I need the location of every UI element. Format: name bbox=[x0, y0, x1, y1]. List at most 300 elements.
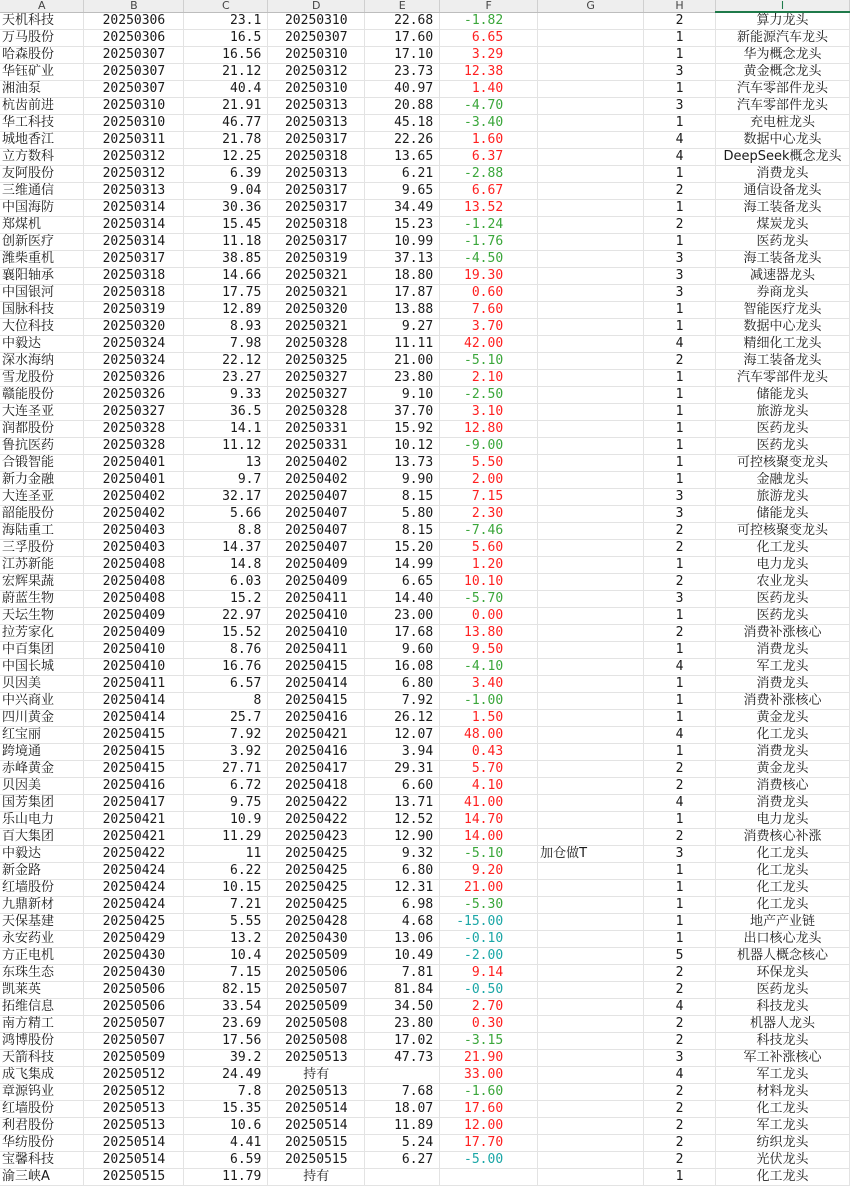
sector-tag-cell[interactable]: 纺织龙头 bbox=[715, 1135, 849, 1152]
column-header-d[interactable]: D bbox=[268, 0, 365, 12]
sell-date-cell[interactable]: 20250317 bbox=[268, 132, 365, 149]
count-cell[interactable]: 2 bbox=[644, 1084, 716, 1101]
sell-date-cell[interactable]: 20250310 bbox=[268, 81, 365, 98]
buy-date-cell[interactable]: 20250401 bbox=[84, 472, 184, 489]
note-cell[interactable] bbox=[538, 897, 644, 914]
sector-tag-cell[interactable]: 化工龙头 bbox=[715, 540, 849, 557]
note-cell[interactable] bbox=[538, 98, 644, 115]
note-cell[interactable] bbox=[538, 404, 644, 421]
sector-tag-cell[interactable]: 汽车零部件龙头 bbox=[715, 81, 849, 98]
sell-price-cell[interactable]: 6.60 bbox=[365, 778, 440, 795]
sector-tag-cell[interactable]: 可控核聚变龙头 bbox=[715, 523, 849, 540]
sell-price-cell[interactable]: 5.24 bbox=[365, 1135, 440, 1152]
return-pct-cell[interactable]: -2.00 bbox=[440, 948, 538, 965]
sector-tag-cell[interactable]: 电力龙头 bbox=[715, 812, 849, 829]
sell-date-cell[interactable]: 20250307 bbox=[268, 30, 365, 47]
return-pct-cell[interactable]: -5.70 bbox=[440, 591, 538, 608]
note-cell[interactable] bbox=[538, 710, 644, 727]
stock-name-cell[interactable]: 拓维信息 bbox=[0, 999, 84, 1016]
buy-price-cell[interactable]: 3.92 bbox=[184, 744, 268, 761]
return-pct-cell[interactable]: -7.46 bbox=[440, 523, 538, 540]
note-cell[interactable] bbox=[538, 1118, 644, 1135]
buy-date-cell[interactable]: 20250307 bbox=[84, 64, 184, 81]
return-pct-cell[interactable]: -3.15 bbox=[440, 1033, 538, 1050]
count-cell[interactable]: 3 bbox=[644, 506, 716, 523]
buy-price-cell[interactable]: 22.97 bbox=[184, 608, 268, 625]
count-cell[interactable]: 4 bbox=[644, 149, 716, 166]
sell-date-cell[interactable]: 20250430 bbox=[268, 931, 365, 948]
sector-tag-cell[interactable]: 化工龙头 bbox=[715, 897, 849, 914]
buy-date-cell[interactable]: 20250312 bbox=[84, 166, 184, 183]
return-pct-cell[interactable]: 0.43 bbox=[440, 744, 538, 761]
sell-date-cell[interactable]: 20250331 bbox=[268, 438, 365, 455]
column-header-e[interactable]: E bbox=[365, 0, 440, 12]
column-header-b[interactable]: B bbox=[84, 0, 184, 12]
stock-name-cell[interactable]: 成飞集成 bbox=[0, 1067, 84, 1084]
note-cell[interactable] bbox=[538, 81, 644, 98]
sell-date-cell[interactable]: 20250515 bbox=[268, 1135, 365, 1152]
sell-price-cell[interactable]: 17.60 bbox=[365, 30, 440, 47]
sell-price-cell[interactable]: 5.80 bbox=[365, 506, 440, 523]
stock-name-cell[interactable]: 四川黄金 bbox=[0, 710, 84, 727]
stock-name-cell[interactable]: 赣能股份 bbox=[0, 387, 84, 404]
stock-name-cell[interactable]: 宝馨科技 bbox=[0, 1152, 84, 1169]
count-cell[interactable]: 1 bbox=[644, 931, 716, 948]
sell-date-cell[interactable]: 20250318 bbox=[268, 149, 365, 166]
buy-price-cell[interactable]: 6.39 bbox=[184, 166, 268, 183]
buy-date-cell[interactable]: 20250328 bbox=[84, 421, 184, 438]
count-cell[interactable]: 2 bbox=[644, 1118, 716, 1135]
count-cell[interactable]: 4 bbox=[644, 336, 716, 353]
note-cell[interactable] bbox=[538, 625, 644, 642]
sell-price-cell[interactable]: 23.80 bbox=[365, 370, 440, 387]
stock-name-cell[interactable]: 中国长城 bbox=[0, 659, 84, 676]
sector-tag-cell[interactable]: 消费龙头 bbox=[715, 676, 849, 693]
return-pct-cell[interactable]: 12.38 bbox=[440, 64, 538, 81]
sell-date-cell[interactable]: 20250321 bbox=[268, 319, 365, 336]
buy-price-cell[interactable]: 10.9 bbox=[184, 812, 268, 829]
count-cell[interactable]: 2 bbox=[644, 625, 716, 642]
count-cell[interactable]: 2 bbox=[644, 1016, 716, 1033]
stock-name-cell[interactable]: 国脉科技 bbox=[0, 302, 84, 319]
count-cell[interactable]: 3 bbox=[644, 268, 716, 285]
count-cell[interactable]: 3 bbox=[644, 285, 716, 302]
buy-date-cell[interactable]: 20250415 bbox=[84, 761, 184, 778]
buy-price-cell[interactable]: 27.71 bbox=[184, 761, 268, 778]
buy-date-cell[interactable]: 20250402 bbox=[84, 489, 184, 506]
sector-tag-cell[interactable]: 医药龙头 bbox=[715, 421, 849, 438]
note-cell[interactable] bbox=[538, 965, 644, 982]
buy-date-cell[interactable]: 20250408 bbox=[84, 574, 184, 591]
sell-date-cell[interactable]: 20250417 bbox=[268, 761, 365, 778]
buy-price-cell[interactable]: 17.75 bbox=[184, 285, 268, 302]
note-cell[interactable] bbox=[538, 183, 644, 200]
buy-price-cell[interactable]: 15.45 bbox=[184, 217, 268, 234]
stock-name-cell[interactable]: 天保基建 bbox=[0, 914, 84, 931]
count-cell[interactable]: 1 bbox=[644, 744, 716, 761]
return-pct-cell[interactable]: -5.30 bbox=[440, 897, 538, 914]
column-header-h[interactable]: H bbox=[644, 0, 716, 12]
sell-date-cell[interactable]: 20250327 bbox=[268, 387, 365, 404]
stock-name-cell[interactable]: 永安药业 bbox=[0, 931, 84, 948]
count-cell[interactable]: 1 bbox=[644, 421, 716, 438]
count-cell[interactable]: 1 bbox=[644, 404, 716, 421]
sell-price-cell[interactable]: 9.32 bbox=[365, 846, 440, 863]
count-cell[interactable]: 2 bbox=[644, 761, 716, 778]
buy-price-cell[interactable]: 16.56 bbox=[184, 47, 268, 64]
sector-tag-cell[interactable]: 旅游龙头 bbox=[715, 404, 849, 421]
return-pct-cell[interactable]: -0.50 bbox=[440, 982, 538, 999]
sector-tag-cell[interactable]: 电力龙头 bbox=[715, 557, 849, 574]
note-cell[interactable] bbox=[538, 863, 644, 880]
note-cell[interactable] bbox=[538, 795, 644, 812]
sector-tag-cell[interactable]: 机器人龙头 bbox=[715, 1016, 849, 1033]
note-cell[interactable] bbox=[538, 268, 644, 285]
note-cell[interactable] bbox=[538, 1067, 644, 1084]
return-pct-cell[interactable]: 3.70 bbox=[440, 319, 538, 336]
sell-date-cell[interactable]: 20250407 bbox=[268, 523, 365, 540]
stock-name-cell[interactable]: 百大集团 bbox=[0, 829, 84, 846]
buy-date-cell[interactable]: 20250424 bbox=[84, 863, 184, 880]
note-cell[interactable] bbox=[538, 829, 644, 846]
count-cell[interactable]: 3 bbox=[644, 591, 716, 608]
return-pct-cell[interactable]: 41.00 bbox=[440, 795, 538, 812]
buy-date-cell[interactable]: 20250310 bbox=[84, 115, 184, 132]
stock-name-cell[interactable]: 红墙股份 bbox=[0, 880, 84, 897]
buy-price-cell[interactable]: 8.8 bbox=[184, 523, 268, 540]
return-pct-cell[interactable]: -5.00 bbox=[440, 1152, 538, 1169]
sell-date-cell[interactable]: 20250507 bbox=[268, 982, 365, 999]
note-cell[interactable] bbox=[538, 744, 644, 761]
buy-price-cell[interactable]: 12.89 bbox=[184, 302, 268, 319]
sector-tag-cell[interactable]: 通信设备龙头 bbox=[715, 183, 849, 200]
count-cell[interactable]: 5 bbox=[644, 948, 716, 965]
sell-price-cell[interactable]: 37.70 bbox=[365, 404, 440, 421]
buy-price-cell[interactable]: 7.92 bbox=[184, 727, 268, 744]
count-cell[interactable]: 1 bbox=[644, 880, 716, 897]
return-pct-cell[interactable]: 4.10 bbox=[440, 778, 538, 795]
stock-name-cell[interactable]: 红宝丽 bbox=[0, 727, 84, 744]
buy-price-cell[interactable]: 23.1 bbox=[184, 12, 268, 30]
sell-date-cell[interactable]: 20250319 bbox=[268, 251, 365, 268]
sector-tag-cell[interactable]: 海工装备龙头 bbox=[715, 200, 849, 217]
note-cell[interactable] bbox=[538, 1084, 644, 1101]
buy-price-cell[interactable]: 16.5 bbox=[184, 30, 268, 47]
return-pct-cell[interactable]: 17.70 bbox=[440, 1135, 538, 1152]
sell-date-cell[interactable]: 20250402 bbox=[268, 455, 365, 472]
sector-tag-cell[interactable]: 化工龙头 bbox=[715, 846, 849, 863]
sell-price-cell[interactable]: 37.13 bbox=[365, 251, 440, 268]
buy-price-cell[interactable]: 22.12 bbox=[184, 353, 268, 370]
count-cell[interactable]: 1 bbox=[644, 557, 716, 574]
count-cell[interactable]: 1 bbox=[644, 642, 716, 659]
buy-date-cell[interactable]: 20250310 bbox=[84, 98, 184, 115]
sector-tag-cell[interactable]: 汽车零部件龙头 bbox=[715, 98, 849, 115]
stock-name-cell[interactable]: 蔚蓝生物 bbox=[0, 591, 84, 608]
count-cell[interactable]: 2 bbox=[644, 217, 716, 234]
stock-name-cell[interactable]: 中毅达 bbox=[0, 336, 84, 353]
return-pct-cell[interactable]: 3.40 bbox=[440, 676, 538, 693]
sell-price-cell[interactable]: 47.73 bbox=[365, 1050, 440, 1067]
buy-price-cell[interactable]: 15.35 bbox=[184, 1101, 268, 1118]
sell-date-cell[interactable]: 20250509 bbox=[268, 948, 365, 965]
sell-price-cell[interactable]: 34.49 bbox=[365, 200, 440, 217]
sector-tag-cell[interactable]: 黄金龙头 bbox=[715, 710, 849, 727]
buy-date-cell[interactable]: 20250317 bbox=[84, 251, 184, 268]
count-cell[interactable]: 1 bbox=[644, 710, 716, 727]
sell-price-cell[interactable]: 6.65 bbox=[365, 574, 440, 591]
sector-tag-cell[interactable]: 可控核聚变龙头 bbox=[715, 455, 849, 472]
sell-price-cell[interactable]: 23.00 bbox=[365, 608, 440, 625]
sell-date-cell[interactable]: 20250508 bbox=[268, 1033, 365, 1050]
note-cell[interactable] bbox=[538, 30, 644, 47]
count-cell[interactable]: 1 bbox=[644, 438, 716, 455]
note-cell[interactable] bbox=[538, 557, 644, 574]
stock-name-cell[interactable]: 雪龙股份 bbox=[0, 370, 84, 387]
stock-name-cell[interactable]: 华钰矿业 bbox=[0, 64, 84, 81]
buy-price-cell[interactable]: 9.33 bbox=[184, 387, 268, 404]
note-cell[interactable] bbox=[538, 336, 644, 353]
note-cell[interactable] bbox=[538, 319, 644, 336]
sector-tag-cell[interactable]: 消费核心补涨 bbox=[715, 829, 849, 846]
sell-date-cell[interactable]: 20250425 bbox=[268, 863, 365, 880]
buy-date-cell[interactable]: 20250410 bbox=[84, 659, 184, 676]
note-cell[interactable] bbox=[538, 166, 644, 183]
buy-price-cell[interactable]: 14.1 bbox=[184, 421, 268, 438]
sector-tag-cell[interactable]: 消费核心 bbox=[715, 778, 849, 795]
buy-price-cell[interactable]: 11 bbox=[184, 846, 268, 863]
buy-price-cell[interactable]: 6.22 bbox=[184, 863, 268, 880]
return-pct-cell[interactable]: -1.00 bbox=[440, 693, 538, 710]
sector-tag-cell[interactable]: 材料龙头 bbox=[715, 1084, 849, 1101]
note-cell[interactable] bbox=[538, 421, 644, 438]
sell-date-cell[interactable]: 20250407 bbox=[268, 540, 365, 557]
sell-price-cell[interactable]: 15.92 bbox=[365, 421, 440, 438]
sell-price-cell[interactable]: 4.68 bbox=[365, 914, 440, 931]
buy-price-cell[interactable]: 24.49 bbox=[184, 1067, 268, 1084]
stock-name-cell[interactable]: 江苏新能 bbox=[0, 557, 84, 574]
buy-date-cell[interactable]: 20250415 bbox=[84, 727, 184, 744]
sector-tag-cell[interactable]: 化工龙头 bbox=[715, 1101, 849, 1118]
return-pct-cell[interactable]: -2.50 bbox=[440, 387, 538, 404]
stock-name-cell[interactable]: 三孚股份 bbox=[0, 540, 84, 557]
note-cell[interactable] bbox=[538, 438, 644, 455]
sell-date-cell[interactable]: 20250313 bbox=[268, 166, 365, 183]
sell-date-cell[interactable]: 20250508 bbox=[268, 1016, 365, 1033]
buy-date-cell[interactable]: 20250417 bbox=[84, 795, 184, 812]
stock-name-cell[interactable]: 新力金融 bbox=[0, 472, 84, 489]
buy-price-cell[interactable]: 8 bbox=[184, 693, 268, 710]
sell-price-cell[interactable]: 9.27 bbox=[365, 319, 440, 336]
return-pct-cell[interactable]: 0.60 bbox=[440, 285, 538, 302]
buy-price-cell[interactable]: 9.04 bbox=[184, 183, 268, 200]
return-pct-cell[interactable]: -9.00 bbox=[440, 438, 538, 455]
buy-price-cell[interactable]: 7.15 bbox=[184, 965, 268, 982]
count-cell[interactable]: 1 bbox=[644, 676, 716, 693]
sell-price-cell[interactable]: 15.23 bbox=[365, 217, 440, 234]
sell-date-cell[interactable]: 20250317 bbox=[268, 234, 365, 251]
stock-name-cell[interactable]: 大连圣亚 bbox=[0, 404, 84, 421]
sell-price-cell[interactable]: 11.89 bbox=[365, 1118, 440, 1135]
sell-price-cell[interactable]: 9.60 bbox=[365, 642, 440, 659]
stock-name-cell[interactable]: 合锻智能 bbox=[0, 455, 84, 472]
sector-tag-cell[interactable]: 出口核心龙头 bbox=[715, 931, 849, 948]
sector-tag-cell[interactable]: 海工装备龙头 bbox=[715, 353, 849, 370]
sector-tag-cell[interactable]: 军工龙头 bbox=[715, 1118, 849, 1135]
note-cell[interactable] bbox=[538, 132, 644, 149]
sell-price-cell[interactable]: 3.94 bbox=[365, 744, 440, 761]
count-cell[interactable]: 4 bbox=[644, 727, 716, 744]
sell-price-cell[interactable]: 40.97 bbox=[365, 81, 440, 98]
buy-price-cell[interactable]: 32.17 bbox=[184, 489, 268, 506]
sell-date-cell[interactable]: 20250317 bbox=[268, 200, 365, 217]
buy-price-cell[interactable]: 10.6 bbox=[184, 1118, 268, 1135]
sell-date-cell[interactable]: 20250313 bbox=[268, 115, 365, 132]
return-pct-cell[interactable]: 5.50 bbox=[440, 455, 538, 472]
note-cell[interactable] bbox=[538, 115, 644, 132]
return-pct-cell[interactable]: -1.24 bbox=[440, 217, 538, 234]
buy-price-cell[interactable]: 5.55 bbox=[184, 914, 268, 931]
stock-name-cell[interactable]: 立方数科 bbox=[0, 149, 84, 166]
buy-date-cell[interactable]: 20250506 bbox=[84, 999, 184, 1016]
buy-date-cell[interactable]: 20250324 bbox=[84, 353, 184, 370]
sell-date-cell[interactable]: 20250416 bbox=[268, 744, 365, 761]
count-cell[interactable]: 1 bbox=[644, 81, 716, 98]
sell-price-cell[interactable]: 13.65 bbox=[365, 149, 440, 166]
sector-tag-cell[interactable]: 储能龙头 bbox=[715, 506, 849, 523]
sell-price-cell[interactable]: 14.99 bbox=[365, 557, 440, 574]
sector-tag-cell[interactable]: 农业龙头 bbox=[715, 574, 849, 591]
count-cell[interactable]: 1 bbox=[644, 897, 716, 914]
return-pct-cell[interactable]: 9.14 bbox=[440, 965, 538, 982]
buy-date-cell[interactable]: 20250410 bbox=[84, 642, 184, 659]
stock-name-cell[interactable]: 润都股份 bbox=[0, 421, 84, 438]
sell-date-cell[interactable]: 20250409 bbox=[268, 557, 365, 574]
sell-price-cell[interactable]: 18.80 bbox=[365, 268, 440, 285]
sector-tag-cell[interactable]: 金融龙头 bbox=[715, 472, 849, 489]
sell-date-cell[interactable]: 20250328 bbox=[268, 404, 365, 421]
buy-price-cell[interactable]: 6.03 bbox=[184, 574, 268, 591]
note-cell[interactable] bbox=[538, 472, 644, 489]
column-header-c[interactable]: C bbox=[184, 0, 268, 12]
buy-date-cell[interactable]: 20250326 bbox=[84, 387, 184, 404]
return-pct-cell[interactable]: 48.00 bbox=[440, 727, 538, 744]
buy-date-cell[interactable]: 20250515 bbox=[84, 1169, 184, 1186]
sell-date-cell[interactable]: 20250407 bbox=[268, 506, 365, 523]
sell-price-cell[interactable]: 7.68 bbox=[365, 1084, 440, 1101]
buy-price-cell[interactable]: 13 bbox=[184, 455, 268, 472]
count-cell[interactable]: 3 bbox=[644, 98, 716, 115]
count-cell[interactable]: 3 bbox=[644, 251, 716, 268]
note-cell[interactable] bbox=[538, 217, 644, 234]
sector-tag-cell[interactable]: 地产产业链 bbox=[715, 914, 849, 931]
sell-date-cell[interactable]: 20250513 bbox=[268, 1050, 365, 1067]
return-pct-cell[interactable]: 2.30 bbox=[440, 506, 538, 523]
sell-date-cell[interactable]: 20250414 bbox=[268, 676, 365, 693]
buy-price-cell[interactable]: 7.21 bbox=[184, 897, 268, 914]
return-pct-cell[interactable]: -4.10 bbox=[440, 659, 538, 676]
sell-price-cell[interactable]: 7.92 bbox=[365, 693, 440, 710]
buy-date-cell[interactable]: 20250314 bbox=[84, 217, 184, 234]
buy-date-cell[interactable]: 20250409 bbox=[84, 625, 184, 642]
buy-date-cell[interactable]: 20250416 bbox=[84, 778, 184, 795]
return-pct-cell[interactable]: -3.40 bbox=[440, 115, 538, 132]
buy-date-cell[interactable]: 20250403 bbox=[84, 540, 184, 557]
count-cell[interactable]: 1 bbox=[644, 914, 716, 931]
buy-price-cell[interactable]: 33.54 bbox=[184, 999, 268, 1016]
buy-price-cell[interactable]: 39.2 bbox=[184, 1050, 268, 1067]
note-cell[interactable] bbox=[538, 659, 644, 676]
return-pct-cell[interactable]: 13.80 bbox=[440, 625, 538, 642]
return-pct-cell[interactable]: 19.30 bbox=[440, 268, 538, 285]
stock-name-cell[interactable]: 赤峰黄金 bbox=[0, 761, 84, 778]
note-cell[interactable] bbox=[538, 302, 644, 319]
stock-name-cell[interactable]: 章源钨业 bbox=[0, 1084, 84, 1101]
stock-name-cell[interactable]: 天坛生物 bbox=[0, 608, 84, 625]
note-cell[interactable] bbox=[538, 489, 644, 506]
buy-price-cell[interactable]: 16.76 bbox=[184, 659, 268, 676]
sell-price-cell[interactable] bbox=[365, 1169, 440, 1186]
buy-price-cell[interactable]: 25.7 bbox=[184, 710, 268, 727]
buy-price-cell[interactable]: 11.12 bbox=[184, 438, 268, 455]
return-pct-cell[interactable]: 12.80 bbox=[440, 421, 538, 438]
buy-price-cell[interactable]: 14.66 bbox=[184, 268, 268, 285]
note-cell[interactable] bbox=[538, 608, 644, 625]
sector-tag-cell[interactable]: 精细化工龙头 bbox=[715, 336, 849, 353]
buy-price-cell[interactable]: 10.15 bbox=[184, 880, 268, 897]
buy-date-cell[interactable]: 20250328 bbox=[84, 438, 184, 455]
buy-price-cell[interactable]: 13.2 bbox=[184, 931, 268, 948]
sell-price-cell[interactable]: 29.31 bbox=[365, 761, 440, 778]
buy-price-cell[interactable]: 11.29 bbox=[184, 829, 268, 846]
sell-date-cell[interactable]: 20250425 bbox=[268, 880, 365, 897]
stock-name-cell[interactable]: 中兴商业 bbox=[0, 693, 84, 710]
count-cell[interactable]: 1 bbox=[644, 234, 716, 251]
note-cell[interactable] bbox=[538, 880, 644, 897]
sell-price-cell[interactable]: 23.73 bbox=[365, 64, 440, 81]
note-cell[interactable] bbox=[538, 370, 644, 387]
buy-price-cell[interactable]: 7.98 bbox=[184, 336, 268, 353]
sector-tag-cell[interactable]: 化工龙头 bbox=[715, 863, 849, 880]
count-cell[interactable]: 2 bbox=[644, 574, 716, 591]
note-cell[interactable] bbox=[538, 12, 644, 30]
return-pct-cell[interactable]: 7.15 bbox=[440, 489, 538, 506]
buy-price-cell[interactable]: 38.85 bbox=[184, 251, 268, 268]
sell-date-cell[interactable]: 20250425 bbox=[268, 897, 365, 914]
sell-price-cell[interactable]: 18.07 bbox=[365, 1101, 440, 1118]
sell-date-cell[interactable]: 20250321 bbox=[268, 268, 365, 285]
count-cell[interactable]: 2 bbox=[644, 1033, 716, 1050]
sell-price-cell[interactable]: 22.26 bbox=[365, 132, 440, 149]
stock-name-cell[interactable]: 大连圣亚 bbox=[0, 489, 84, 506]
sector-tag-cell[interactable]: 消费补涨核心 bbox=[715, 625, 849, 642]
stock-name-cell[interactable]: 红墙股份 bbox=[0, 1101, 84, 1118]
stock-name-cell[interactable]: 郑煤机 bbox=[0, 217, 84, 234]
count-cell[interactable]: 4 bbox=[644, 999, 716, 1016]
sell-price-cell[interactable]: 17.87 bbox=[365, 285, 440, 302]
count-cell[interactable]: 2 bbox=[644, 1101, 716, 1118]
sell-date-cell[interactable]: 20250310 bbox=[268, 12, 365, 30]
stock-name-cell[interactable]: 城地香江 bbox=[0, 132, 84, 149]
note-cell[interactable] bbox=[538, 1101, 644, 1118]
buy-date-cell[interactable]: 20250313 bbox=[84, 183, 184, 200]
count-cell[interactable]: 3 bbox=[644, 64, 716, 81]
note-cell[interactable] bbox=[538, 591, 644, 608]
buy-date-cell[interactable]: 20250320 bbox=[84, 319, 184, 336]
buy-price-cell[interactable]: 11.79 bbox=[184, 1169, 268, 1186]
buy-price-cell[interactable]: 10.4 bbox=[184, 948, 268, 965]
sector-tag-cell[interactable]: 消费补涨核心 bbox=[715, 693, 849, 710]
